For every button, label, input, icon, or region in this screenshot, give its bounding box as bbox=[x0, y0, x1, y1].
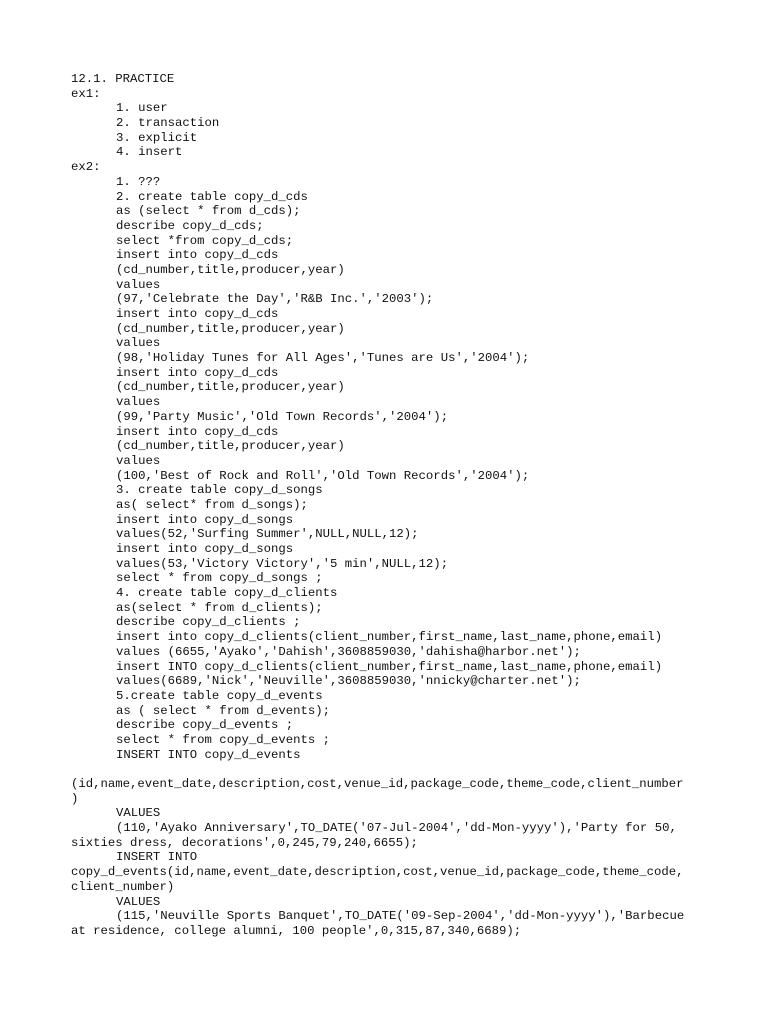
text-line: (99,'Party Music','Old Town Records','2004'); bbox=[116, 409, 449, 424]
text-line: VALUES bbox=[116, 806, 161, 821]
text-line: (cd_number,title,producer,year) bbox=[116, 380, 345, 395]
text-line: INSERT INTO copy_d_events bbox=[116, 747, 301, 762]
text-line: ex1: bbox=[71, 86, 101, 101]
text-line: 1. ??? bbox=[116, 174, 161, 189]
text-line: (98,'Holiday Tunes for All Ages','Tunes are Us','2004'); bbox=[116, 351, 530, 366]
text-line: select * from copy_d_events ; bbox=[116, 732, 331, 747]
text-line: 2. create table copy_d_cds bbox=[116, 189, 308, 204]
text-line: insert into copy_d_cds bbox=[116, 424, 279, 439]
text-line: select *from copy_d_cds; bbox=[116, 233, 294, 248]
text-line: insert INTO copy_d_clients(client_number,first_name,last_name,phone,email) bbox=[116, 659, 663, 674]
text-line: as (select * from d_cds); bbox=[116, 204, 301, 219]
text-line: as( select* from d_songs); bbox=[116, 497, 308, 512]
text-line: values(53,'Victory Victory','5 min',NULL,12); bbox=[116, 556, 449, 571]
text-line: copy_d_events(id,name,event_date,description,cost,venue_id,package_code,theme_code, bbox=[71, 865, 684, 880]
text-line: values bbox=[116, 336, 161, 351]
text-line: 2. transaction bbox=[116, 116, 220, 131]
text-line: (cd_number,title,producer,year) bbox=[116, 262, 345, 277]
text-line: values bbox=[116, 453, 161, 468]
text-line: values(52,'Surfing Summer',NULL,NULL,12); bbox=[116, 527, 419, 542]
text-line: select * from copy_d_songs ; bbox=[116, 571, 323, 586]
text-line: 5.create table copy_d_events bbox=[116, 688, 323, 703]
text-line: insert into copy_d_cds bbox=[116, 248, 279, 263]
text-line: (115,'Neuville Sports Banquet',TO_DATE('09-Sep-2004','dd-Mon-yyyy'),'Barbecue bbox=[116, 909, 685, 924]
text-line: insert into copy_d_clients(client_number,first_name,last_name,phone,email) bbox=[116, 630, 663, 645]
text-line: describe copy_d_clients ; bbox=[116, 615, 301, 630]
text-line: (cd_number,title,producer,year) bbox=[116, 321, 345, 336]
text-line: VALUES bbox=[116, 894, 161, 909]
text-line: ex2: bbox=[71, 160, 101, 175]
text-line: insert into copy_d_cds bbox=[116, 307, 279, 321]
text-line: (97,'Celebrate the Day','R&B Inc.','2003'); bbox=[116, 292, 434, 307]
text-line bbox=[71, 762, 711, 777]
text-line: 4. create table copy_d_clients bbox=[116, 586, 338, 601]
text-line: insert into copy_d_cds bbox=[116, 365, 279, 380]
text-line: describe copy_d_cds; bbox=[116, 218, 264, 233]
text-line: values (6655,'Ayako','Dahish',3608859030,'dahisha@harbor.net'); bbox=[116, 644, 581, 659]
text-line: as(select * from d_clients); bbox=[116, 600, 323, 615]
text-line: values bbox=[116, 277, 161, 292]
text-line: (110,'Ayako Anniversary',TO_DATE('07-Jul-2004','dd-Mon-yyyy'),'Party for 50, bbox=[116, 821, 677, 836]
text-line: values(6689,'Nick','Neuville',3608859030,'nnicky@charter.net'); bbox=[116, 674, 581, 689]
text-line: (100,'Best of Rock and Roll','Old Town Records','2004'); bbox=[116, 468, 530, 483]
text-line: describe copy_d_events ; bbox=[116, 718, 294, 733]
text-line: ) bbox=[71, 791, 79, 806]
text-line: 1. user bbox=[116, 101, 168, 116]
text-line: as ( select * from d_events); bbox=[116, 703, 331, 718]
text-line: at residence, college alumni, 100 people',0,315,87,340,6689); bbox=[71, 923, 522, 938]
text-line: (cd_number,title,producer,year) bbox=[116, 439, 345, 454]
text-line: insert into copy_d_songs bbox=[116, 512, 294, 527]
text-line: 4. insert bbox=[116, 145, 183, 160]
text-line: 12.1. PRACTICE bbox=[71, 72, 175, 86]
text-line: 3. explicit bbox=[116, 130, 198, 145]
text-line: INSERT INTO bbox=[116, 850, 198, 865]
document-page bbox=[71, 72, 711, 939]
text-line: sixties dress, decorations',0,245,79,240,6655); bbox=[71, 835, 418, 850]
text-line: (id,name,event_date,description,cost,venue_id,package_code,theme_code,client_number bbox=[71, 777, 684, 791]
text-line: values bbox=[116, 395, 161, 410]
text-line: insert into copy_d_songs bbox=[116, 542, 294, 556]
text-line: client_number) bbox=[71, 879, 175, 894]
text-line: 3. create table copy_d_songs bbox=[116, 483, 323, 498]
